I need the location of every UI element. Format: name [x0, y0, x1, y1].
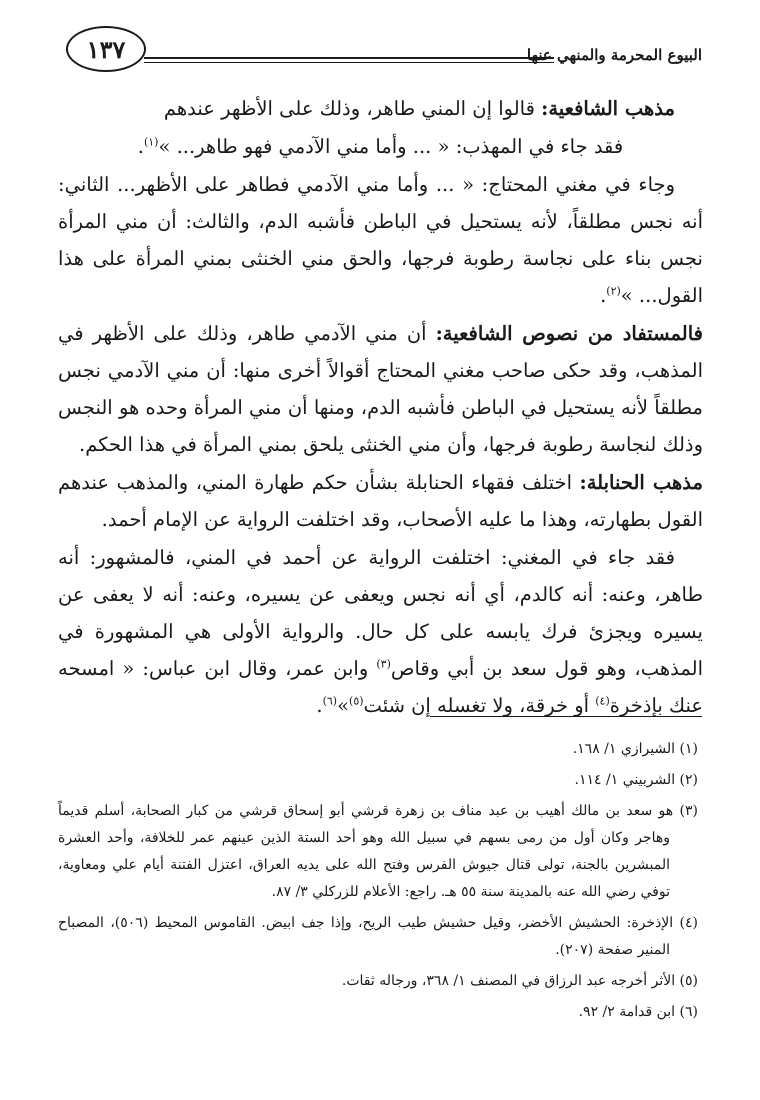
paragraph-text: » — [337, 694, 350, 717]
page-header — [66, 24, 702, 80]
footnote-3: (٣) هو سعد بن مالك أهيب بن عبد مناف بن زهرة قرشي أبو إسحاق قرشي من كبار الصحابة، أسلم قديماً وهاجر وكان أول من رمى بسهم في سبيل الله وهو أحد الستة الذين عينهم عمر للخلافة، وأحد العشرة المبشرين بالجنة، تولى قتال جيوش الفرس وفتح الله على يديه العراق، اعتزل الفتنة أيام علي ومعاوية، توفي رضي الله عنه بالمدينة سنة ٥٥ هـ. راجع: الأعلام للزركلي ٣/ ٨٧. — [58, 803, 698, 900]
footnote-5: (٥) الأثر أخرجه عبد الرزاق في المصنف ١/ ٣٦٨، ورجاله ثقات. — [341, 973, 698, 989]
footnote-ref-6: (٦) — [322, 694, 338, 708]
paragraph-muhadhab-quote: فقد جاء في المهذب: « ... وأما مني الآدمي فهو طاهر... »$^{(١)}$. — [137, 135, 624, 158]
paragraph-mughni-muhtaj-quote: وجاء في مغني المحتاج: « ... وأما مني الآدمي فطاهر على الأظهر... الثاني: أنه نجس مطلقاً، لأنه يستحيل في الباطن فأشبه الدم، والثالث: أن مني المرأة نجس بناء على نجاسة رطوبة فرجها، والحق مني الخنثى بمني المرأة على هذا القول... »$^{(٢)}$. — [58, 173, 703, 307]
footnote-1: (١) الشيرازي ١/ ١٦٨. — [572, 741, 698, 757]
body-text — [58, 90, 703, 725]
paragraph-text: فقد جاء في المهذب: « ... وأما مني الآدمي فهو طاهر... » — [158, 135, 624, 158]
paragraph-text: أو خرقة، ولا تغسله إن شئت — [363, 694, 596, 717]
footnote-separator — [430, 716, 702, 717]
page-number: ١٣٧ — [66, 26, 146, 72]
footnote-4: (٤) الإذخرة: الحشيش الأخضر، وقيل حشيش طيب الريح، وإذا جف ابيض. القاموس المحيط (٥٠٦)، المصباح المنير صفحة (٢٠٧). — [58, 915, 698, 958]
footnotes — [58, 736, 698, 1030]
footnote-ref-1: (١) — [143, 135, 159, 149]
subheading-hanbali: مذهب الحنابلة: — [579, 471, 703, 494]
paragraph-hanbali-opinion — [58, 464, 703, 538]
paragraph-text: وابن عمر، وقال ابن عباس: « امسحه عنك بإذخرة — [58, 657, 703, 717]
paragraph-mughni-quote: فقد جاء في المغني: اختلفت الرواية عن أحمد في المني، فالمشهور: أنه طاهر، وعنه: أنه كالدم، أي أنه نجس ويعفى عن يسيره، وعنه: أنه لا يعفى عن يسيره ويجزئ فرك يابسه على كل حال. والرواية الأولى هي المشهورة في المذهب، وهو قول سعد بن أبي وقاص$^{(٣)}$ وابن عمر، وقال ابن عباس: « امسحه عنك بإذخرة$^{(٤)}$ أو خرقة، ولا تغسله إن شئت$^{(٥)}$»$^{(٦)}$. — [58, 546, 703, 717]
subheading-shafii: مذهب الشافعية: — [541, 97, 675, 120]
footnote-ref-5: (٥) — [349, 694, 364, 708]
header-rule — [144, 57, 554, 63]
paragraph-text: أن مني الآدمي طاهر، وذلك على الأظهر في المذهب، وقد حكى صاحب مغني المحتاج أقوالاً أخرى منها: أن مني الآدمي نجس مطلقاً لأنه يستحيل في الباطن فأشبه الدم، ومنها أن مني المرأة وحده هو النجس وذلك لنجاسة رطوبة فرجها، وأن مني الخنثى يلحق بمني المرأة في هذا الحكم. — [58, 322, 703, 456]
paragraph-shafii-summary — [58, 315, 703, 463]
paragraph-text: فقد جاء في المغني: اختلفت الرواية عن أحمد في المني، فالمشهور: أنه طاهر، وعنه: أنه كالدم، أي أنه نجس ويعفى عن يسيره، وعنه: أنه لا يعفى عن يسيره ويجزئ فرك يابسه على كل حال. والرواية الأولى هي المشهورة في المذهب، وهو قول سعد بن أبي وقاص — [58, 546, 703, 680]
footnote-6: (٦) ابن قدامة ٢/ ٩٢. — [578, 1004, 698, 1020]
footnote-ref-2: (٢) — [606, 284, 621, 298]
paragraph-shafii-opinion — [58, 90, 703, 127]
paragraph-text: اختلف فقهاء الحنابلة بشأن حكم طهارة المني، والمذهب عندهم القول بطهارته، وهذا ما عليه الأصحاب، وقد اختلفت الرواية عن الإمام أحمد. — [58, 471, 703, 531]
running-title: البيوع المحرمة والمنهي عنها — [526, 46, 702, 64]
footnote-ref-3: (٣) — [376, 657, 391, 671]
footnote-ref-4: (٤) — [595, 694, 610, 708]
paragraph-text: وجاء في مغني المحتاج: « ... وأما مني الآدمي فطاهر على الأظهر... الثاني: أنه نجس مطلقاً، لأنه يستحيل في الباطن فأشبه الدم، والثالث: أن مني المرأة نجس بناء على نجاسة رطوبة فرجها، والحق مني الخنثى بمني المرأة على هذا القول... » — [58, 173, 703, 307]
subheading-shafii-summary: فالمستفاد من نصوص الشافعية: — [435, 322, 704, 345]
paragraph-text: قالوا إن المني طاهر، وذلك على الأظهر عندهم — [163, 97, 542, 120]
footnote-2: (٢) الشربيني ١/ ١١٤. — [574, 772, 698, 788]
